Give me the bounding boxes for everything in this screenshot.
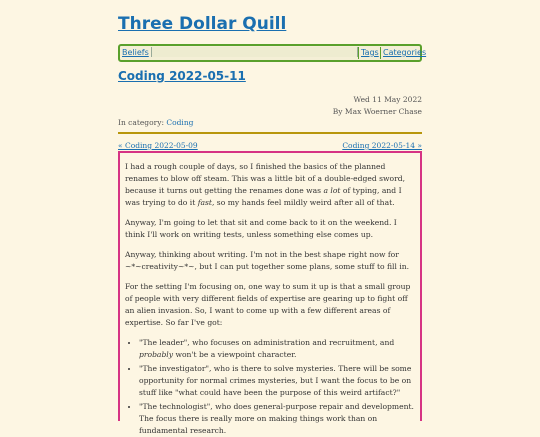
previous-post-link[interactable]: « Coding 2022-05-09 [118,141,198,150]
nav-search-field[interactable] [151,47,358,57]
category-link[interactable]: Coding [166,118,194,127]
nav-divider [358,47,359,59]
content-paragraph: I had a rough couple of days, so I finished the basics of the planned renames to blow off steam. This was a little bit of a double-edged sword, because it turns out getting the renames done was a lot of typing, and I was trying to do it fast, so my hands feel mildly weird after all of that. [125,162,406,207]
post-date: Wed 11 May 2022 [353,95,422,104]
nav-tags-link[interactable]: Tags [361,48,379,57]
list-item: • "The technologist", who does general-purpose repair and development. The focus there is really more on making things work than on fundamental research. [139,401,415,437]
content-paragraph: For the setting I'm focusing on, one way to sum it up is that a small group of people with very different fields of expertise are gearing up to fight off an alien invasion. So, I want to come up with a few different areas of expertise. So far I've got: [125,282,411,327]
list-item: • "The leader", who focuses on administration and recruitment, and probably won't be a viewpoint character. [139,337,415,361]
post-category-line [118,118,193,127]
post-content [118,151,422,435]
nav-categories-link[interactable]: Categories [383,48,427,57]
section-divider [118,132,422,134]
expertise-list [125,337,415,437]
site-nav-bar [118,44,427,62]
site-title-link[interactable]: Three Dollar Quill [118,14,287,34]
nav-beliefs-link[interactable]: Beliefs [122,48,149,57]
nav-divider [380,47,381,59]
next-post-link[interactable]: Coding 2022-05-14 » [342,141,422,150]
category-prefix: In category: [118,118,164,127]
content-paragraph: Anyway, thinking about writing. I'm not in the best shape right now for ~*~creativity~*~, but I can put together some plans, some stuff to fill in. [125,250,410,271]
content-paragraph: Anyway, I'm going to let that sit and come back to it on the weekend. I think I'll work on writing tests, unless something else comes up. [125,218,397,239]
post-title-link[interactable]: Coding 2022-05-11 [118,69,246,83]
post-author: By Max Woerner Chase [332,107,422,116]
list-item: • "The investigator", who is there to solve mysteries. There will be some opportunity for normal crimes mysteries, but I want the focus to be on stuff like "what could have been the purpose of this weird artifact?" [139,363,415,399]
